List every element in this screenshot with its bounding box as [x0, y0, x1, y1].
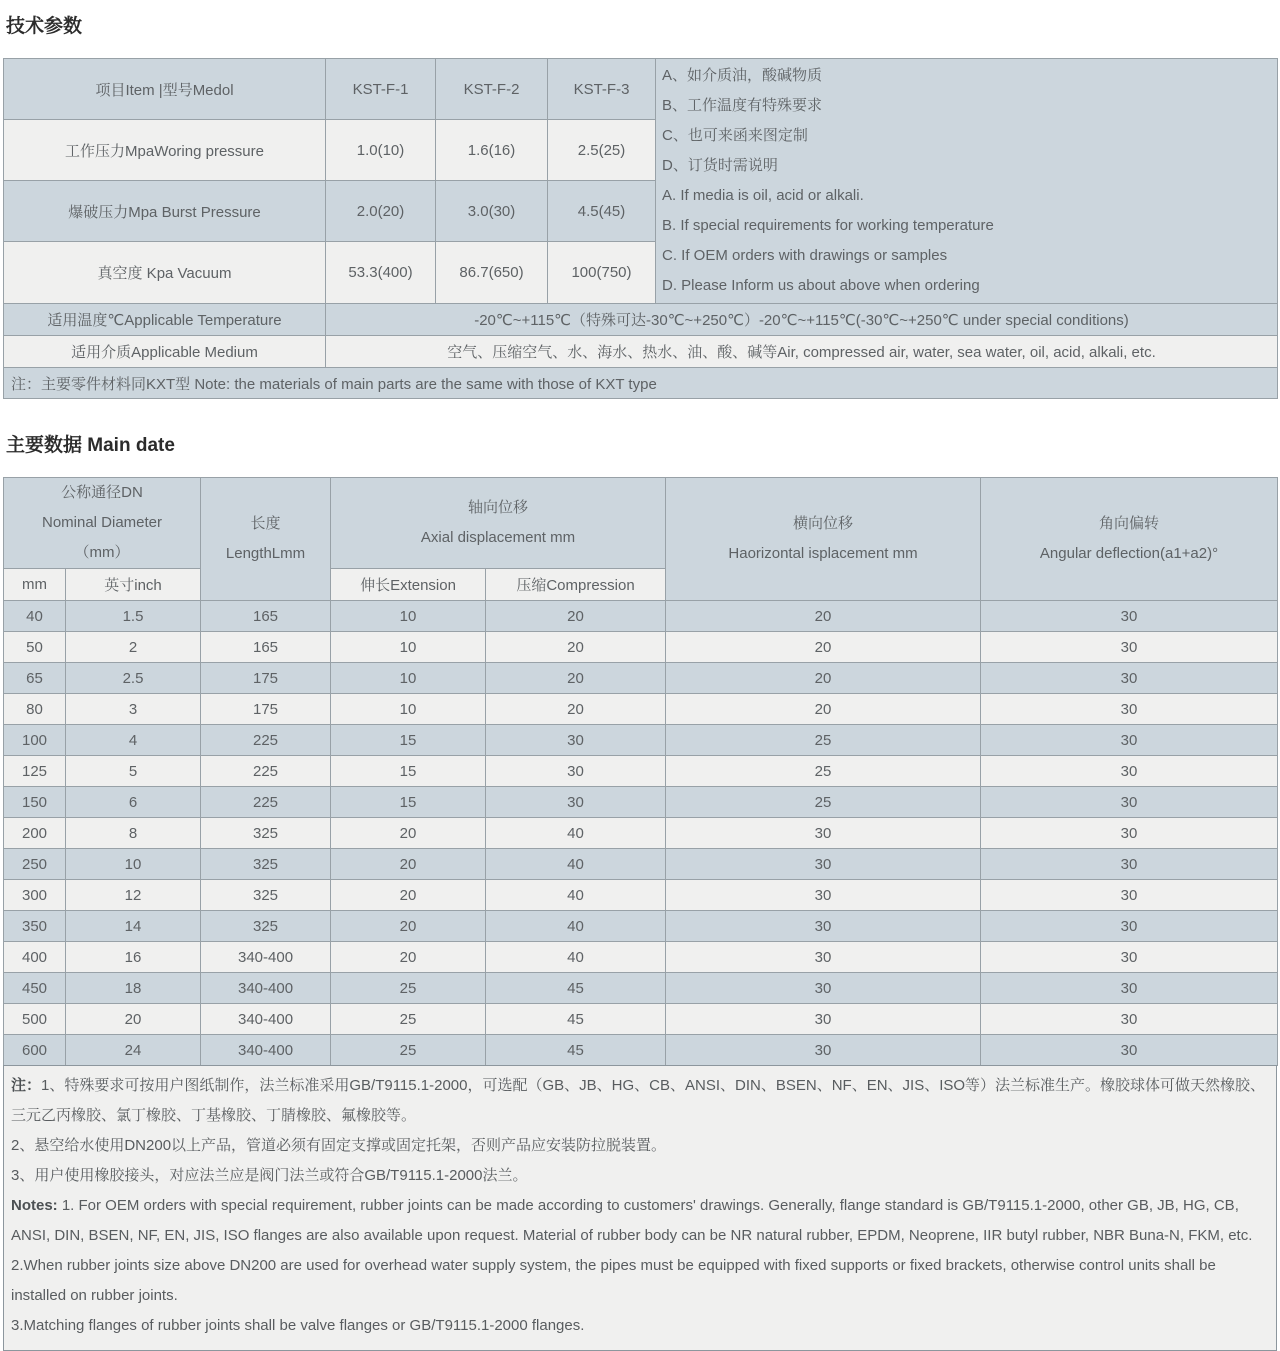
table-row: [4, 1004, 1278, 1035]
data-cell: 150: [4, 787, 66, 818]
data-cell: 12: [66, 880, 201, 911]
data-cell: 25: [331, 973, 486, 1004]
header-line: 轴向位移: [468, 499, 529, 516]
data-cell: 20: [666, 663, 981, 694]
note-text: 2、悬空给水使用DN200以上产品，管道必须有固定支撑或固定托架，否则产品应安装防拉脱装置。: [11, 1137, 667, 1154]
data-cell: 10: [331, 663, 486, 694]
data-cell: 40: [486, 880, 666, 911]
data-cell: 200: [4, 818, 66, 849]
note-text: 1、特殊要求可按用户图纸制作，法兰标准采用GB/T9115.1-2000，可选配（GB、JB、HG、CB、ANSI、DIN、BSEN、NF、EN、JIS、ISO等）法兰标准生产。橡胶球体可做天然橡胶、三元乙丙橡胶、氯丁橡胶、丁基橡胶、丁腈橡胶、氟橡胶等。: [11, 1077, 1266, 1124]
data-cell: 25: [666, 756, 981, 787]
data-cell: 80: [4, 694, 66, 725]
subheader-mm: mm: [4, 569, 66, 601]
data-cell: 175: [201, 663, 331, 694]
data-cell: 25: [331, 1035, 486, 1066]
note-text: 2.When rubber joints size above DN200 are used for overhead water supply system, the pipes must be equipped with fixed supports or fixed brackets, otherwise control units shall be installed on rubber joints.: [11, 1257, 1216, 1304]
data-cell: 100(750): [548, 242, 656, 304]
data-cell: 18: [66, 973, 201, 1004]
data-cell: 20: [486, 663, 666, 694]
data-cell: 340-400: [201, 942, 331, 973]
data-cell: 20: [331, 849, 486, 880]
header-line: 横向位移: [793, 515, 854, 532]
data-cell: 450: [4, 973, 66, 1004]
side-note-line: D、订货时需说明: [662, 157, 778, 174]
row-label-burst-pressure: 爆破压力Mpa Burst Pressure: [4, 181, 326, 242]
row-label-applicable-medium: 适用介质Applicable Medium: [4, 336, 326, 368]
row-label-working-pressure: 工作压力MpaWoring pressure: [4, 120, 326, 181]
data-cell: 3.0(30): [436, 181, 548, 242]
data-cell: 20: [331, 880, 486, 911]
data-cell: 30: [666, 942, 981, 973]
data-cell: 25: [666, 787, 981, 818]
applicable-temperature-value: -20℃~+115℃（特殊可达-30℃~+250℃）-20℃~+115℃(-30℃~+250℃ under special conditions): [326, 304, 1278, 336]
data-cell: 30: [666, 849, 981, 880]
data-cell: 325: [201, 849, 331, 880]
header-line: 长度: [250, 515, 281, 532]
data-cell: 16: [66, 942, 201, 973]
header-line: Haorizontal isplacement mm: [728, 545, 918, 562]
table-row: [4, 942, 1278, 973]
data-cell: 30: [666, 973, 981, 1004]
side-note-line: A. If media is oil, acid or alkali.: [662, 187, 864, 204]
data-cell: 86.7(650): [436, 242, 548, 304]
tech-side-notes-cell: [656, 59, 1278, 304]
data-cell: 1.0(10): [326, 120, 436, 181]
data-cell: 2: [66, 632, 201, 663]
data-cell: 30: [981, 1035, 1278, 1066]
table-row: [4, 911, 1278, 942]
data-cell: 40: [4, 601, 66, 632]
tech-params-table: [3, 58, 1278, 399]
note-prefix: Notes:: [11, 1197, 58, 1214]
data-cell: 30: [486, 725, 666, 756]
data-cell: 400: [4, 942, 66, 973]
tech-table-footnote: 注：主要零件材料同KXT型 Note: the materials of main parts are the same with those of KXT type: [4, 368, 1278, 399]
section-title-main-data: 主要数据 Main date: [6, 435, 175, 456]
data-cell: 20: [486, 632, 666, 663]
table-row: [4, 880, 1278, 911]
main-data-table: [3, 477, 1278, 1066]
header-angular-deflection: [981, 478, 1278, 601]
applicable-medium-value: 空气、压缩空气、水、海水、热水、油、酸、碱等Air, compressed air, water, sea water, oil, acid, alkali, etc.: [326, 336, 1278, 368]
data-cell: 25: [666, 725, 981, 756]
data-cell: 600: [4, 1035, 66, 1066]
data-cell: 225: [201, 725, 331, 756]
data-cell: 1.6(16): [436, 120, 548, 181]
header-axial-displacement: [331, 478, 666, 569]
header-nominal-diameter: [4, 478, 201, 569]
data-cell: 20: [666, 601, 981, 632]
row-label-applicable-temperature: 适用温度℃Applicable Temperature: [4, 304, 326, 336]
data-cell: 20: [486, 601, 666, 632]
data-cell: 14: [66, 911, 201, 942]
data-cell: 340-400: [201, 1004, 331, 1035]
header-line: 公称通径DN: [61, 484, 143, 501]
note-line-en-2: [11, 1251, 1268, 1311]
data-cell: 30: [981, 973, 1278, 1004]
data-cell: 40: [486, 942, 666, 973]
data-cell: 20: [486, 694, 666, 725]
table-row: [4, 632, 1278, 663]
note-line-en-1: [11, 1191, 1268, 1251]
note-line-en-3: [11, 1311, 1268, 1341]
data-cell: 225: [201, 787, 331, 818]
data-cell: 340-400: [201, 1035, 331, 1066]
data-cell: 250: [4, 849, 66, 880]
data-cell: 325: [201, 818, 331, 849]
table-row: [4, 1035, 1278, 1066]
note-text: 1. For OEM orders with special requirement, rubber joints can be made according to customers' drawings. Generally, flange standard is GB/T9115.1-2000, other GB, JB, HG, CB, ANSI, DIN, BSEN, NF, EN, JIS, ISO flanges are also available upon request. Material of rubber body can be NR natural rubber, EPDM, Neoprene, IIR butyl rubber, NBR Buna-N, FKM, etc.: [11, 1197, 1253, 1244]
side-note-line: D. Please Inform us about above when ordering: [662, 277, 980, 294]
data-cell: 30: [666, 1004, 981, 1035]
data-cell: 100: [4, 725, 66, 756]
table-row: [4, 756, 1278, 787]
data-cell: 1.5: [66, 601, 201, 632]
table-row: [4, 818, 1278, 849]
header-line: 角向偏转: [1099, 515, 1160, 532]
data-cell: 40: [486, 849, 666, 880]
data-cell: 4: [66, 725, 201, 756]
data-cell: 45: [486, 1035, 666, 1066]
row-label-vacuum: 真空度 Kpa Vacuum: [4, 242, 326, 304]
note-line-cn-3: [11, 1161, 1268, 1191]
table-row: [4, 601, 1278, 632]
tech-header-item-model: 项目Item |型号Medol: [4, 59, 326, 120]
data-cell: 2.5: [66, 663, 201, 694]
notes-section: [3, 1065, 1277, 1351]
data-cell: 325: [201, 911, 331, 942]
data-cell: 30: [981, 1004, 1278, 1035]
data-cell: 30: [981, 942, 1278, 973]
data-cell: 10: [331, 694, 486, 725]
data-cell: 2.0(20): [326, 181, 436, 242]
data-cell: 30: [981, 787, 1278, 818]
note-text: 3.Matching flanges of rubber joints shall be valve flanges or GB/T9115.1-2000 flanges.: [11, 1317, 585, 1334]
note-prefix: 注：: [11, 1077, 42, 1094]
data-cell: 30: [981, 632, 1278, 663]
data-cell: 65: [4, 663, 66, 694]
header-horizontal-displacement: [666, 478, 981, 601]
data-cell: 30: [981, 663, 1278, 694]
data-cell: 10: [331, 601, 486, 632]
data-cell: 30: [981, 601, 1278, 632]
data-cell: 15: [331, 756, 486, 787]
data-cell: 350: [4, 911, 66, 942]
data-cell: 165: [201, 632, 331, 663]
header-line: Angular deflection(a1+a2)°: [1039, 545, 1219, 562]
data-cell: 40: [486, 818, 666, 849]
data-cell: 20: [331, 942, 486, 973]
data-cell: 340-400: [201, 973, 331, 1004]
data-cell: 325: [201, 880, 331, 911]
data-cell: 20: [666, 632, 981, 663]
data-cell: 165: [201, 601, 331, 632]
data-cell: 45: [486, 1004, 666, 1035]
data-cell: 225: [201, 756, 331, 787]
data-cell: 24: [66, 1035, 201, 1066]
data-cell: 30: [981, 880, 1278, 911]
data-cell: 10: [331, 632, 486, 663]
data-cell: 30: [981, 725, 1278, 756]
section-title-tech-params: 技术参数: [6, 16, 83, 37]
note-line-cn-1: [11, 1071, 1268, 1131]
data-cell: 30: [981, 756, 1278, 787]
data-cell: 175: [201, 694, 331, 725]
side-note-line: C. If OEM orders with drawings or samples: [662, 247, 948, 264]
note-line-cn-2: [11, 1131, 1268, 1161]
data-cell: 8: [66, 818, 201, 849]
data-cell: 30: [486, 756, 666, 787]
header-length: [201, 478, 331, 601]
data-cell: 50: [4, 632, 66, 663]
table-row: [4, 787, 1278, 818]
data-cell: 20: [66, 1004, 201, 1035]
data-cell: 30: [981, 694, 1278, 725]
data-cell: 125: [4, 756, 66, 787]
subheader-extension: 伸长Extension: [331, 569, 486, 601]
table-row: [4, 694, 1278, 725]
data-cell: 30: [981, 849, 1278, 880]
data-cell: 500: [4, 1004, 66, 1035]
data-cell: 30: [981, 911, 1278, 942]
subheader-inch: 英寸inch: [66, 569, 201, 601]
header-line: （mm）: [74, 544, 130, 561]
side-note-line: B. If special requirements for working temperature: [662, 217, 994, 234]
data-cell: 20: [331, 818, 486, 849]
data-cell: 30: [666, 818, 981, 849]
data-cell: 20: [331, 911, 486, 942]
table-row: [4, 725, 1278, 756]
data-cell: 10: [66, 849, 201, 880]
side-note-line: B、工作温度有特殊要求: [662, 97, 823, 114]
table-row: [4, 663, 1278, 694]
header-line: Nominal Diameter: [41, 514, 163, 531]
data-cell: 40: [486, 911, 666, 942]
data-cell: 53.3(400): [326, 242, 436, 304]
data-cell: 45: [486, 973, 666, 1004]
tech-header-model-3: KST-F-3: [548, 59, 656, 120]
note-text: 3、用户使用橡胶接头，对应法兰应是阀门法兰或符合GB/T9115.1-2000法兰。: [11, 1167, 528, 1184]
data-cell: 30: [981, 818, 1278, 849]
subheader-compression: 压缩Compression: [486, 569, 666, 601]
data-cell: 30: [666, 1035, 981, 1066]
data-cell: 30: [666, 880, 981, 911]
data-cell: 300: [4, 880, 66, 911]
data-cell: 20: [666, 694, 981, 725]
data-cell: 15: [331, 725, 486, 756]
side-note-line: C、也可来函来图定制: [662, 127, 808, 144]
table-row: [4, 973, 1278, 1004]
data-cell: 5: [66, 756, 201, 787]
data-cell: 30: [666, 911, 981, 942]
data-cell: 30: [486, 787, 666, 818]
header-line: Axial displacement mm: [420, 529, 576, 546]
data-cell: 25: [331, 1004, 486, 1035]
data-cell: 4.5(45): [548, 181, 656, 242]
data-cell: 6: [66, 787, 201, 818]
tech-header-model-1: KST-F-1: [326, 59, 436, 120]
header-line: LengthLmm: [225, 545, 306, 562]
side-note-line: A、如介质油，酸碱物质: [662, 67, 823, 84]
data-cell: 2.5(25): [548, 120, 656, 181]
tech-header-model-2: KST-F-2: [436, 59, 548, 120]
data-cell: 15: [331, 787, 486, 818]
data-cell: 3: [66, 694, 201, 725]
table-row: [4, 849, 1278, 880]
